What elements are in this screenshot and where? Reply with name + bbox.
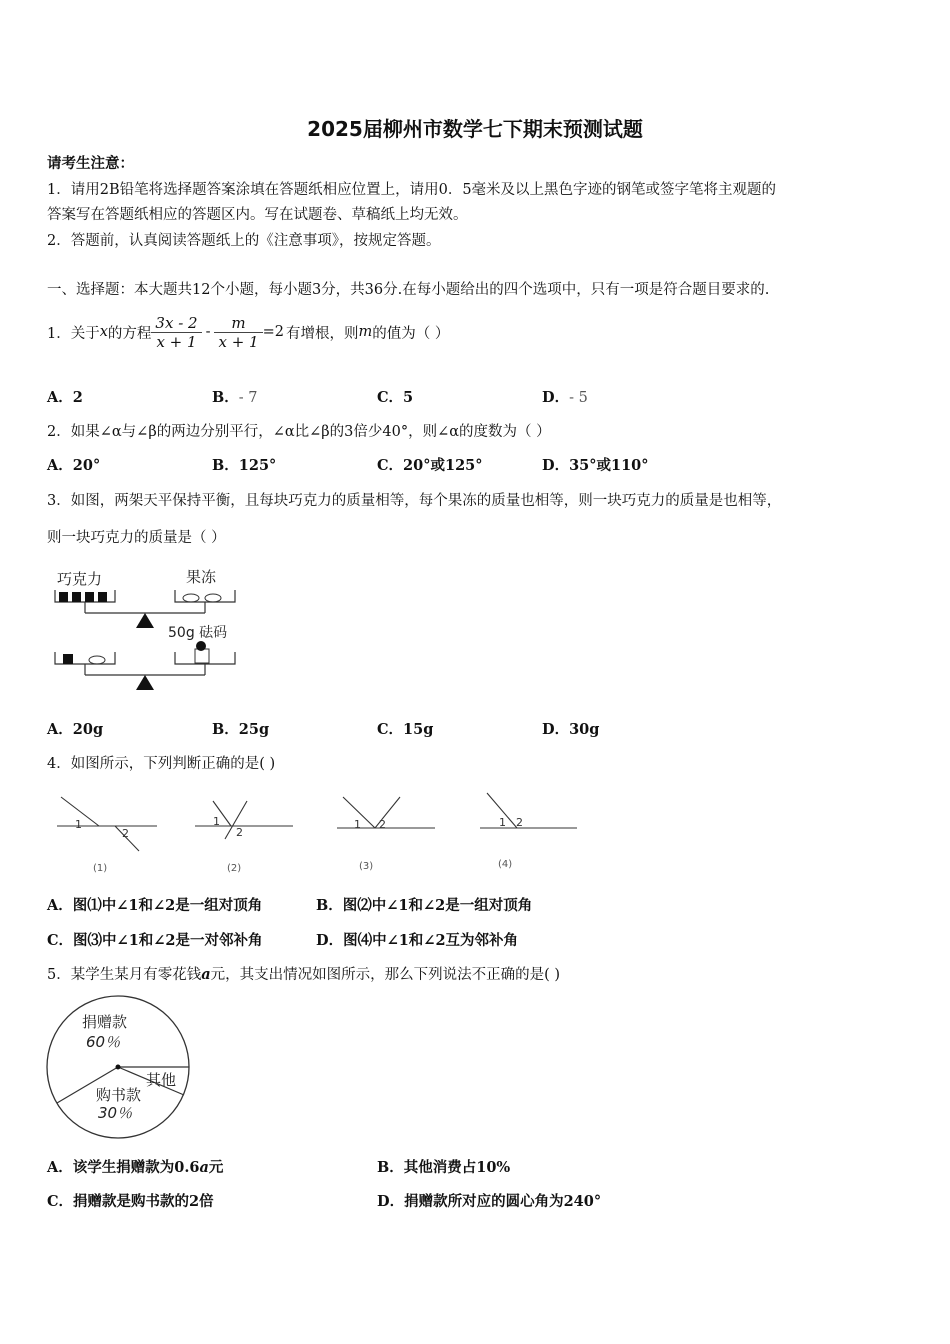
q4-option-c[interactable]: C．图⑶中∠1和∠2是一对邻补角 bbox=[47, 932, 263, 949]
weight-knob bbox=[196, 641, 206, 651]
q3-option-a[interactable]: A．20g bbox=[47, 721, 104, 738]
q2-option-c[interactable]: C．20°或125° bbox=[377, 457, 483, 474]
q2-option-a[interactable]: A．20° bbox=[47, 457, 101, 474]
notice-line-2: 2．答题前，认真阅读答题纸上的《注意事项》，按规定答题。 bbox=[47, 233, 441, 249]
question-1 bbox=[47, 302, 449, 362]
fig2-angle-2: 2 bbox=[236, 826, 243, 839]
fig3-angle-1: 1 bbox=[354, 818, 361, 831]
q5-post: 元，其支出情况如图所示，那么下列说法不正确的是( ) bbox=[210, 967, 561, 983]
question-3-line-2: 则一块巧克力的质量是（ ） bbox=[47, 530, 226, 546]
jelly-item bbox=[183, 594, 199, 602]
pie-pct-donation: 60％ bbox=[86, 1033, 121, 1051]
q1-option-c[interactable]: C．5 bbox=[377, 389, 414, 406]
pie-label-books: 购书款 bbox=[96, 1086, 142, 1104]
chocolate-block bbox=[85, 592, 94, 602]
q1-suffix-1: 有增根，则 bbox=[285, 325, 359, 342]
q3-option-d[interactable]: D．30g bbox=[542, 721, 600, 738]
notice-line-1b: 答案写在答题纸相应的答题区内。写在试题卷、草稿纸上均无效。 bbox=[47, 207, 468, 223]
jelly-item bbox=[205, 594, 221, 602]
pie-label-donation: 捐赠款 bbox=[82, 1013, 128, 1031]
fig2-angle-1: 1 bbox=[213, 815, 220, 828]
question-4: 4．如图所示，下列判断正确的是( ) bbox=[47, 756, 276, 772]
q3-option-c[interactable]: C．15g bbox=[377, 721, 434, 738]
fig3-angle-2: 2 bbox=[379, 818, 386, 831]
q1-equals: =2 bbox=[262, 324, 284, 340]
notice-line-1a: 1．请用2B铅笔将选择题答案涂填在答题纸相应位置上，请用0．5毫米及以上黑色字迹的钢笔或签字笔将主观题的 bbox=[47, 182, 777, 198]
q1-option-b[interactable]: B．- 7 bbox=[212, 389, 258, 406]
q1-frac1-num: 3x - 2 bbox=[151, 314, 201, 333]
q4-option-d[interactable]: D．图⑷中∠1和∠2互为邻补角 bbox=[316, 932, 519, 949]
pie-label-other: 其他 bbox=[146, 1071, 177, 1089]
fig4-angle-1: 1 bbox=[499, 816, 506, 829]
notice-heading: 请考生注意： bbox=[47, 155, 134, 172]
fig4-label: (4) bbox=[498, 859, 513, 870]
weight-box bbox=[195, 649, 209, 663]
pie-chart bbox=[44, 993, 194, 1143]
question-3-line-1: 3．如图，两架天平保持平衡，且每块巧克力的质量相等，每个果冻的质量也相等，则一块巧克力的质量是也相等， bbox=[47, 493, 782, 509]
q1-mid: 的方程 bbox=[107, 325, 152, 342]
chocolate-block bbox=[98, 592, 107, 602]
q5-option-b[interactable]: B．其他消费占10% bbox=[377, 1159, 511, 1176]
scale2-right-pan bbox=[175, 652, 235, 664]
label-jelly: 果冻 bbox=[186, 568, 217, 586]
q1-prefix: 1．关于 bbox=[47, 325, 100, 342]
scale1-fulcrum bbox=[136, 613, 154, 628]
fig2-label: (2) bbox=[227, 863, 242, 874]
q1-var-m: m bbox=[358, 324, 373, 340]
q2-option-b[interactable]: B．125° bbox=[212, 457, 277, 474]
q2-option-d[interactable]: D．35°或110° bbox=[542, 457, 649, 474]
fig4-angle-2: 2 bbox=[516, 816, 523, 829]
section-header: 一、选择题：本大题共12个小题，每小题3分，共36分.在每小题给出的四个选项中，只有一项是符合题目要求的. bbox=[47, 282, 770, 298]
chocolate-block bbox=[59, 592, 68, 602]
q1-minus: - bbox=[205, 324, 211, 340]
scale2-fulcrum bbox=[136, 675, 154, 690]
q4-option-a[interactable]: A．图⑴中∠1和∠2是一组对顶角 bbox=[47, 897, 263, 914]
fig1-angle-2: 2 bbox=[122, 827, 129, 840]
q1-frac2-den: x + 1 bbox=[218, 332, 259, 351]
q3-option-b[interactable]: B．25g bbox=[212, 721, 270, 738]
q1-fraction-1 bbox=[151, 314, 201, 351]
question-2: 2．如果∠α与∠β的两边分别平行，∠α比∠β的3倍少40°，则∠α的度数为（ ） bbox=[47, 424, 551, 440]
q5-option-c[interactable]: C．捐赠款是购书款的2倍 bbox=[47, 1193, 214, 1210]
chocolate-block bbox=[63, 654, 73, 664]
angles-figure bbox=[47, 785, 587, 880]
q5-pre: 5．某学生某月有零花钱 bbox=[47, 967, 202, 983]
label-weight: 50g 砝码 bbox=[168, 625, 228, 641]
balance-figure bbox=[47, 560, 247, 700]
question-5 bbox=[47, 963, 560, 984]
q1-option-d[interactable]: D．- 5 bbox=[542, 389, 588, 406]
label-chocolate: 巧克力 bbox=[57, 570, 103, 588]
fig1-angle-1: 1 bbox=[75, 818, 82, 831]
chocolate-block bbox=[72, 592, 81, 602]
q1-frac2-num: m bbox=[214, 314, 262, 333]
q1-frac1-den: x + 1 bbox=[156, 332, 197, 351]
q5-option-a[interactable]: A．该学生捐赠款为0.6a元 bbox=[47, 1159, 224, 1176]
q1-suffix-2: 的值为（ ） bbox=[372, 325, 450, 342]
q1-fraction-2 bbox=[214, 314, 262, 351]
q5-option-d[interactable]: D．捐赠款所对应的圆心角为240° bbox=[377, 1193, 602, 1210]
fig3-label: (3) bbox=[359, 861, 374, 872]
pie-center bbox=[116, 1065, 121, 1070]
page-title: 2025届柳州市数学七下期末预测试题 bbox=[307, 117, 643, 141]
q4-option-b[interactable]: B．图⑵中∠1和∠2是一组对顶角 bbox=[316, 897, 533, 914]
jelly-item bbox=[89, 656, 105, 664]
q1-option-a[interactable]: A．2 bbox=[47, 389, 83, 406]
q5-var-a: a bbox=[201, 966, 211, 983]
pie-pct-books: 30％ bbox=[98, 1104, 133, 1122]
q1-var-x: x bbox=[99, 324, 108, 340]
fig1-label: (1) bbox=[93, 863, 108, 874]
